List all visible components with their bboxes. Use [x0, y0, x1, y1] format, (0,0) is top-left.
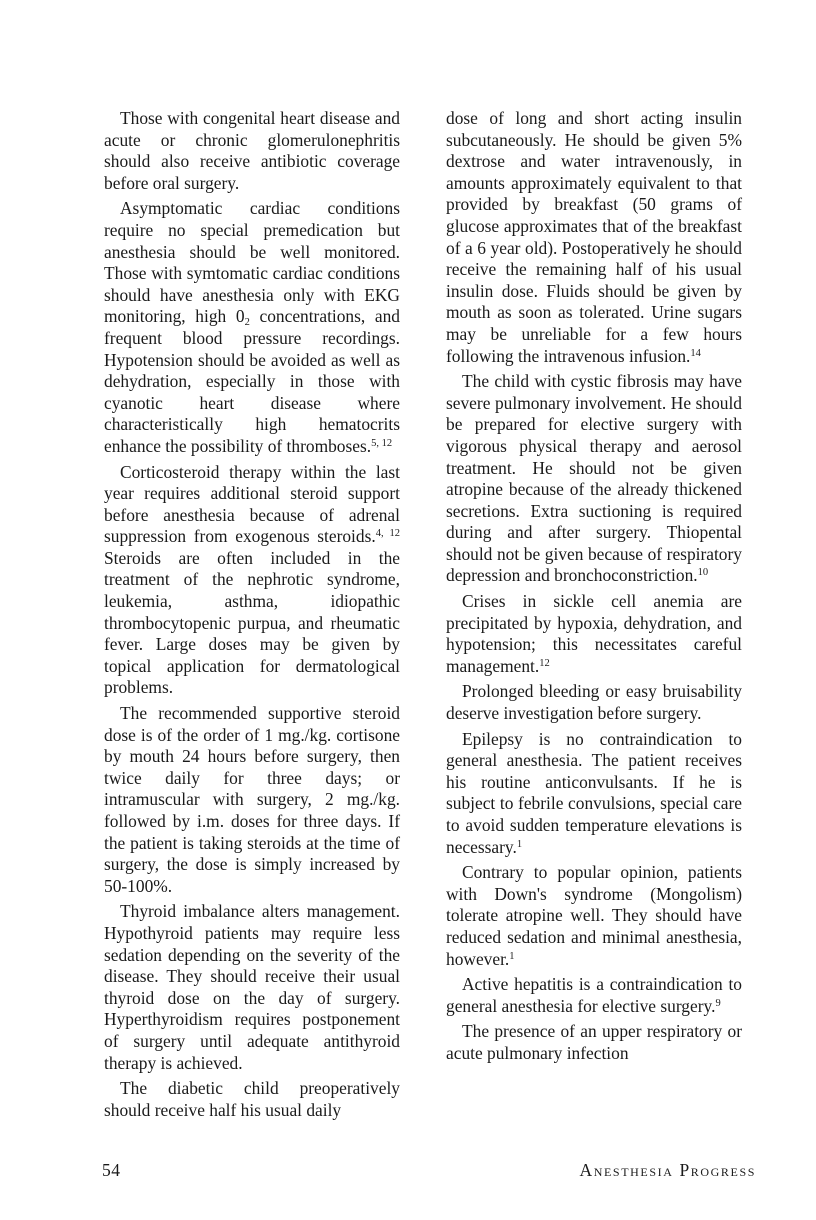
paragraph-hepatitis — [446, 974, 742, 1017]
reference-superscript: 1 — [509, 950, 515, 962]
paragraph-text: The child with cystic fibrosis may have severe pulmonary involvement. He should be prepared for elective surgery with vigorous physical therapy and aerosol treatment. He should not be given atropine because of the already thickened secretions. Extra suctioning is required during and after surgery. Thiopental should not be given because of respiratory depression and bronchoconstriction. — [446, 371, 742, 586]
reference-superscript: 9 — [715, 997, 721, 1009]
reference-superscript: 12 — [539, 657, 550, 669]
paragraph-diabetic — [104, 1078, 400, 1121]
paragraph-text: Crises in sickle cell anemia are precipitated by hypoxia, dehydration, and hypotension; this necessitates careful management. — [446, 591, 742, 676]
reference-superscript: 1 — [516, 838, 523, 850]
paragraph-text: Asymptomatic cardiac conditions require no special premedication but anesthesia should be well monitored. Those with symtomatic cardiac conditions should have anesthesia only with EKG monitoring, high 0 — [104, 198, 400, 327]
paragraph-text: Steroids are often included in the treatment of the nephrotic syndrome, leukemia, asthma, idiopathic thrombocytopenic purpua, and rheumatic fever. Large doses may be given by topical application for dermatological problems. — [104, 547, 400, 698]
paragraph-text: Contrary to popular opinion, patients with Down's syndrome (Mongolism) tolerate atropine well. They should have reduced sedation and minimal anesthesia, however. — [446, 862, 742, 969]
reference-superscript: 14 — [690, 347, 701, 359]
paragraph-steroid-dose — [104, 703, 400, 897]
paragraph-cardiac-conditions — [104, 198, 400, 457]
paragraph-text: concentrations, and frequent blood pressure recordings. Hypotension should be avoided as well as dehydration, especially in those with cyanotic heart disease where characteristically high hematocrits enhance the possibility of thromboses. — [104, 306, 401, 456]
paragraph-respiratory-infection — [446, 1021, 742, 1064]
left-column — [104, 108, 400, 1121]
paragraph-text: dose of long and short acting insulin subcutaneously. He should be given 5% dextrose and water intravenously, in amounts approximately equivalent to that provided by breakfast (50 grams of glucose approximates that of the breakfast of a 6 year old). Postoperatively he should receive the remaining half of his usual insulin dose. Fluids should be given by mouth as soon as tolerated. Urine sugars may be unreliable for a few hours following the intravenous infusion. — [446, 108, 742, 366]
right-column — [446, 108, 742, 1065]
paragraph-text: Thyroid imbalance alters management. Hypothyroid patients may require less sedation depending on the severity of the disease. They should receive their usual thyroid dose on the day of surgery. Hyperthyroidism requires postponement of surgery until adequate antithyroid therapy is achieved. — [104, 901, 400, 1073]
paragraph-text: Epilepsy is no contraindication to general anesthesia. The patient receives his routine anticonvulsants. If he is subject to febrile convulsions, special care to avoid sudden temperature elevations is necessary. — [446, 728, 742, 857]
page-number: 54 — [102, 1160, 121, 1180]
paragraph-corticosteroid — [104, 462, 400, 700]
reference-superscript: 5, 12 — [371, 437, 393, 449]
paragraph-text: The diabetic child preoperatively should receive half his usual daily — [104, 1078, 400, 1120]
journal-title: Anesthesia Progress — [579, 1160, 756, 1180]
paragraph-text: Those with congenital heart disease and acute or chronic glomerulonephritis should also receive antibiotic coverage before oral surgery. — [104, 108, 400, 193]
paragraph-bleeding — [446, 681, 742, 724]
paragraph-epilepsy — [446, 729, 742, 859]
paragraph-insulin — [446, 108, 742, 367]
reference-superscript: 4, 12 — [375, 528, 401, 540]
paragraph-text: The recommended supportive steroid dose is of the order of 1 mg./kg. cortisone by mouth 24 hours before surgery, then twice daily for three days; or intramuscular with surgery, 2 mg./kg. followed by i.m. doses for three days. If the patient is taking steroids at the time of surgery, the dose is simply increased by 50-100%. — [104, 703, 400, 896]
paragraph-text: Active hepatitis is a contraindication to general anesthesia for elective surgery. — [446, 974, 742, 1016]
reference-superscript: 10 — [697, 567, 709, 579]
paragraph-thyroid — [104, 901, 400, 1074]
paragraph-text: The presence of an upper respiratory or acute pulmonary infection — [446, 1021, 742, 1063]
subscript: 2 — [244, 317, 250, 329]
paragraph-cystic-fibrosis — [446, 371, 742, 587]
paragraph-text: Corticosteroid therapy within the last year requires additional steroid support before anesthesia because of adrenal suppression from exogenous steroids. — [104, 461, 400, 547]
paragraph-congenital-heart — [104, 108, 400, 194]
paragraph-sickle-cell — [446, 591, 742, 677]
paragraph-text: Prolonged bleeding or easy bruisability deserve investigation before surgery. — [446, 681, 742, 724]
paragraph-downs-syndrome — [446, 862, 742, 970]
